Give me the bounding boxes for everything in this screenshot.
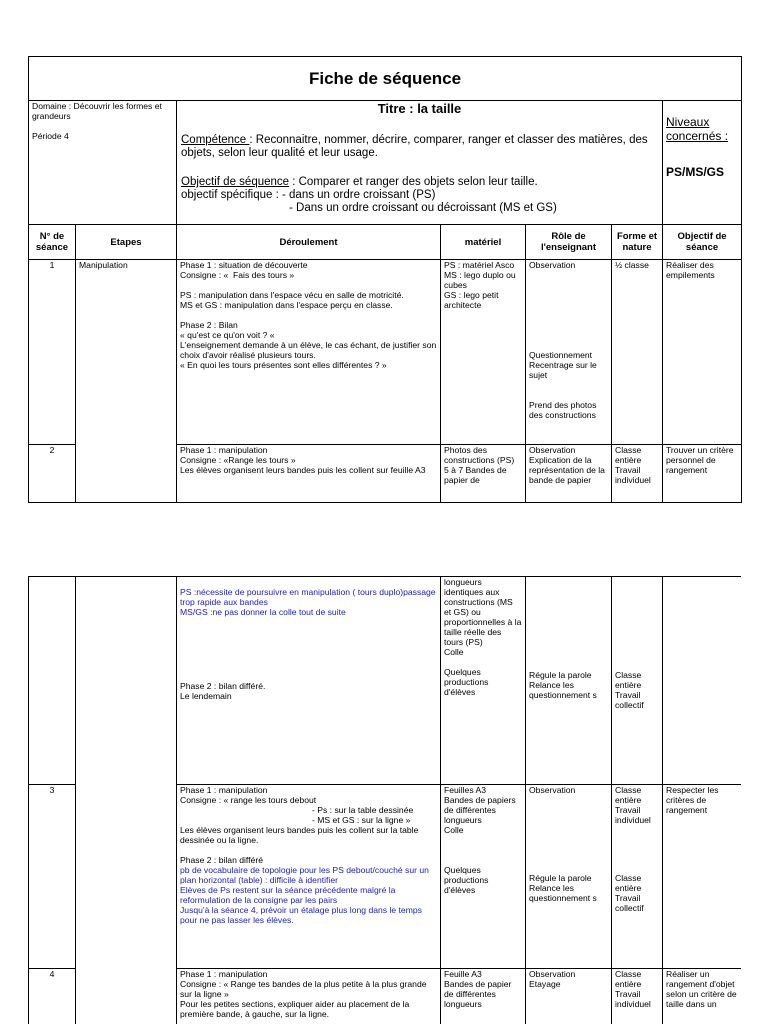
procedure-line: Consigne : «Range les tours »: [180, 455, 296, 465]
col-header-number: N° de séance: [29, 225, 76, 260]
role-text: Observation: [529, 260, 576, 270]
procedure-line: Consigne : « range les tours debout: [180, 795, 317, 805]
procedure-line: Phase 1 : manipulation: [180, 445, 268, 455]
materials-text: Photos des constructions (PS) 5 à 7 Bandes de papier de: [444, 445, 515, 485]
session-number: 1: [29, 260, 76, 445]
procedure-line: Phase 2 : bilan différé.: [180, 681, 266, 691]
objective-cell-empty: [663, 577, 742, 785]
procedure-cell: [177, 445, 441, 503]
competence-text: : Reconnaitre, nommer, décrire, comparer, ranger et classer des matières, des objets, selon leur qualité et leur usage.: [181, 134, 648, 159]
objective-label: Objectif de séquence: [181, 176, 290, 188]
form-cell: ½ classe: [612, 260, 663, 445]
sheet-title: Fiche de séquence: [308, 68, 462, 88]
procedure-note: Jusqu'à la séance 4, prévoir un étalage plus long dans le temps pour ne pas lasser les élèves.: [180, 905, 425, 925]
materials-text: Quelques productions d'élèves: [444, 667, 491, 697]
role-text: Prend des photos des constructions: [529, 400, 599, 420]
competence-label: Compétence: [181, 134, 250, 146]
form-cell: [612, 785, 663, 969]
procedure-cell: [177, 260, 441, 445]
step-label-empty: [76, 577, 177, 1024]
objective-cell: Réaliser un rangement d'objet selon un critère de taille dans un: [663, 969, 742, 1024]
procedure-line: Phase 1 : manipulation: [180, 785, 268, 795]
procedure-line: PS : manipulation dans l'espace vécu en salle de motricité.: [180, 290, 404, 300]
step-label: Manipulation: [76, 260, 177, 503]
col-header-teacher-role: Rôle de l'enseignant: [526, 225, 612, 260]
col-header-objective: Objectif de séance: [663, 225, 742, 260]
procedure-line: « En quoi les tours présentes sont elles différentes ? »: [180, 360, 387, 370]
form-cell: [612, 445, 663, 503]
form-cell: [612, 969, 663, 1024]
session-number: 3: [29, 785, 76, 969]
levels-label: Niveaux concernés :: [666, 115, 729, 143]
role-text: Régule la parole Relance les questionnement s: [529, 873, 597, 903]
procedure-line: L'enseignement demande à un élève, le cas échant, de justifier son choix d'avoir réalisé plusieurs tours.: [180, 340, 439, 360]
role-text: Observation Etayage: [529, 969, 576, 989]
procedure-line: Consigne : « Fais des tours »: [180, 270, 295, 280]
procedure-note: PS :nécessite de poursuivre en manipulation ( tours duplo)passage trop rapide aux bandes: [180, 587, 438, 607]
procedure-cell: [177, 969, 441, 1024]
form-text: Classe entière Travail individuel: [615, 969, 651, 1009]
sequence-info-cell: [177, 101, 663, 225]
session-number: 2: [29, 445, 76, 503]
specific-objective-2: - Dans un ordre croissant ou décroissant (MS et GS): [289, 202, 557, 214]
col-header-form: Forme et nature: [612, 225, 663, 260]
teacher-role-cell: [526, 445, 612, 503]
sequence-sheet-part-1: [28, 56, 741, 503]
form-text: Classe entière Travail individuel: [615, 785, 651, 825]
procedure-line: Phase 1 : manipulation: [180, 969, 268, 979]
objective-text: : Comparer et ranger des objets selon leur taille.: [289, 176, 538, 188]
objective-cell: Respecter les critères de rangement: [663, 785, 742, 969]
materials-text: Feuille A3 Bandes de papier de différentes longueurs: [444, 969, 512, 1009]
procedure-line: Consigne : « Range tes bandes de la plus petite à la plus grande sur la ligne »: [180, 979, 429, 999]
sequence-table-2: [28, 576, 741, 1024]
teacher-role-cell: [526, 969, 612, 1024]
procedure-note: pb de vocabulaire de topologie pour les PS debout/couché sur un plan horizontal (table) : difficile à identifier: [180, 865, 432, 885]
procedure-note: Elèves de Ps restent sur la séance précédente malgré la reformulation de la consigne par les pairs: [180, 885, 398, 905]
materials-cell: [441, 969, 526, 1024]
teacher-role-cell: [526, 785, 612, 969]
levels-value: PS/MS/GS: [666, 165, 725, 179]
materials-text: Feuilles A3 Bandes de papiers de différentes longueurs Colle: [444, 785, 516, 835]
materials-text: Quelques productions d'élèves: [444, 865, 491, 895]
procedure-line: Les élèves organisent leurs bandes puis les collent sur la table dessinée ou la ligne.: [180, 825, 421, 845]
competence-block: [181, 134, 658, 160]
specific-objective-1: objectif spécifique : - dans un ordre croissant (PS): [181, 189, 436, 201]
form-text: Classe entière Travail individuel: [615, 445, 651, 485]
materials-cell: [441, 577, 526, 785]
session-number: 4: [29, 969, 76, 1024]
session-number-empty: [29, 577, 76, 785]
table-row: [29, 577, 742, 785]
role-text: Observation: [529, 785, 576, 795]
role-text: Régule la parole Relance les questionnement s: [529, 670, 597, 700]
period-text: Période 4: [32, 131, 69, 141]
procedure-line: Pour les petites sections, expliquer aider au placement de la première bande, à gauche, sur la ligne.: [180, 999, 412, 1019]
form-text: Classe entière Travail collectif: [615, 670, 644, 710]
col-header-procedure: Déroulement: [177, 225, 441, 260]
procedure-line: Phase 2 : Bilan: [180, 320, 238, 330]
procedure-line: Le lendemain: [180, 691, 232, 701]
teacher-role-cell: [526, 260, 612, 445]
domain-text: Domaine : Découvrir les formes et grandeurs: [32, 101, 165, 121]
sequence-sheet-part-2: [28, 576, 741, 1024]
procedure-line: Phase 2 : bilan différé: [180, 855, 263, 865]
materials-text: PS : matériel Asco MS : lego duplo ou cubes GS : lego petit architecte: [444, 260, 516, 310]
col-header-steps: Etapes: [76, 225, 177, 260]
levels-cell: [663, 101, 742, 225]
role-text: Questionnement Recentrage sur le sujet: [529, 350, 597, 380]
procedure-line: Phase 1 : situation de découverte: [180, 260, 308, 270]
procedure-cell: [177, 577, 441, 785]
materials-cell: [441, 445, 526, 503]
sequence-subtitle: Titre : la taille: [377, 101, 462, 116]
procedure-note: MS/GS :ne pas donner la colle tout de suite: [180, 607, 346, 617]
role-text: Observation Explication de la représentation de la bande de papier: [529, 445, 605, 485]
materials-cell: [441, 785, 526, 969]
col-header-materials: matériel: [441, 225, 526, 260]
procedure-line: MS et GS : manipulation dans l'espace perçu en classe.: [180, 300, 393, 310]
procedure-cell: [177, 785, 441, 969]
form-text: Classe entière Travail collectif: [615, 873, 644, 913]
objective-cell: Trouver un critère personnel de rangement: [663, 445, 742, 503]
sequence-table-1: [28, 56, 742, 503]
table-row: [29, 260, 742, 445]
procedure-line: - Ps : sur la table dessinée: [312, 805, 414, 815]
procedure-line: - MS et GS : sur la ligne »: [312, 815, 411, 825]
teacher-role-cell: [526, 577, 612, 785]
objective-cell: Réaliser des empilements: [663, 260, 742, 445]
procedure-line: Les élèves organisent leurs bandes puis les collent sur feuille A3: [180, 465, 426, 475]
procedure-line: « qu'est ce qu'on voit ? «: [180, 330, 275, 340]
form-cell: [612, 577, 663, 785]
objective-block: [181, 176, 658, 215]
materials-text: longueurs identiques aux constructions (MS et GS) ou proportionnelles à la taille réelle des tours (PS) Colle: [444, 577, 522, 657]
domain-cell: [29, 101, 177, 225]
materials-cell: [441, 260, 526, 445]
sheet-title-cell: [29, 57, 742, 101]
